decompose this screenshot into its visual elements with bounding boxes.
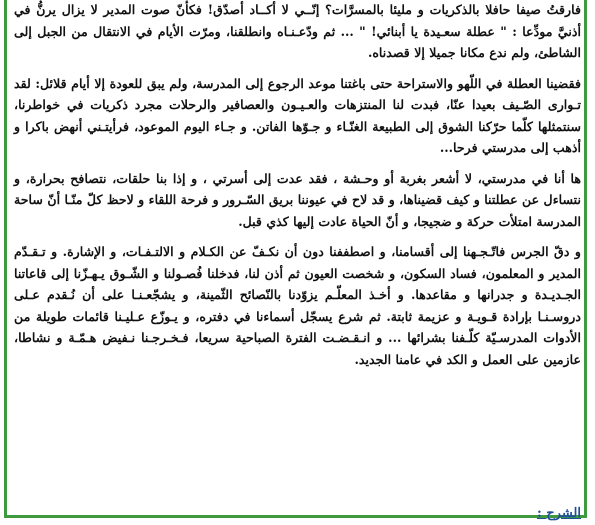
paragraph-4: و دقّ الجرس فاتّـجـهنا إلى أقسامنا، و اصطففنا دون أن نكـفّ عن الكـلام و الالتـفـات، و الإشارة. و تـقـدّم المدير و المعلمون، فساد السكون، و شخصت العيون ثم أذن لنا، فدخلنا فُصـولنا و الشّـوق يـهـزّنا إلى قاعاتنا الجـديـدة و جدرانها و مقاعدها. و أخـذ المعلّـم يزوّدنا بالنّصائح الثّمينة، و يشجّعـنـا على أن نُـقدم عـلى دروسـنـا بإرادة قـويـة و عزيمة ثابتة. ثم شرع يسجّل أسماءنا في دفتره، و يـوزّع عـليـنا قائمات طويلة من الأدوات المدرسـيّة كلّـفنا بشرائها ... و انـقـضـت الفترة الصباحية سريعا، فـخـرجـنا نـفيض هـمّـة و نشاطا، عازمين على العمل و الكد في عامنا الجديد.	[14, 244, 581, 367]
document-body	[14, 0, 581, 521]
paragraph-3: ها أنا في مدرستي، لا أشعر بغربة أو وحـشة ، فقد عدت إلى أسرتي ، و إذا بنا حلقات، نتصافح بحرارة، و نتساءل عن عطلتنا و كيف قضيناها، و قد لاح في عيوننا بريق السّـرور و فرحة اللقاء و لاحظ كلّ منّـا أنّ ساحة المدرسة امتلأت حركة و ضجيجا، و أنّ الحياة عادت إليها كذي قبل.	[14, 170, 581, 229]
paragraph-1: فارقتُ صيفا حافلا بالذكريات و مليئا بالمسرَّات؟ إنّــي لا أكــاد أصدّق! فكأنّ صوت المدير لا يزال يرنُّ في أذنيَّ مودِّعا : " عطلة سعـيدة يا أبنائي! " ... ثم ودّعـنـاه وانطلقنا، ومرّت الأيام في الانتقال من الجبل إلى الشاطئ، ولم ندع مكانا جميلا إلا قصدناه.	[14, 2, 581, 60]
paragraph-2: فقضينا العطلة في اللّهو والاستراحة حتى باغتنا موعد الرجوع إلى المدرسة، ولم يبق للعودة إلا أيام قلائل: لقد تـوارى الصّـيف بعيدا عنّا، فبدت لنا المنتزهات والعـيـون والعصافير والرحلات مجرد ذكريات في خواطرنا، سنتمثلها كلّما حرّكنا الشوق إلى الطبيعة الغنّـاء و جـوّها الفاتن. و جـاء اليوم الموعود، فرأيتـني أنهض باكرا و أذهب إلى مدرستي فرحا...	[14, 75, 581, 155]
section-heading-explanation: الشرح :	[536, 506, 581, 521]
